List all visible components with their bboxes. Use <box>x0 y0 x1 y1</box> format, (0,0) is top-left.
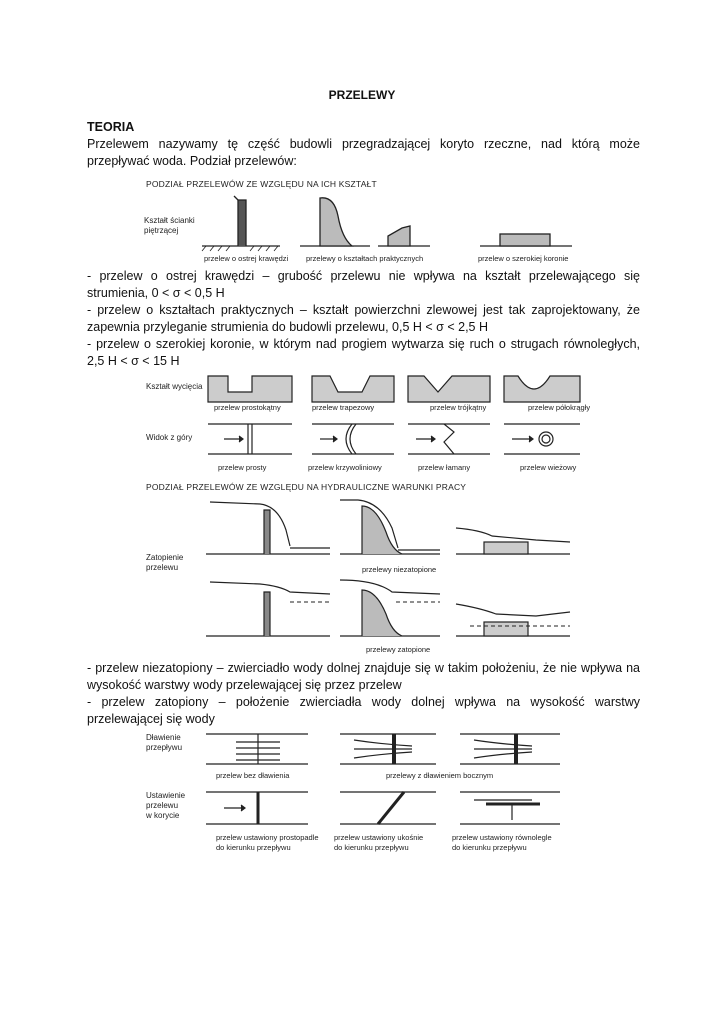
caption: przelew o szerokiej koronie <box>478 254 569 263</box>
caption: przelew ustawiony prostopadle <box>216 833 319 842</box>
row-label: Zatopienie <box>146 553 184 562</box>
caption: przelew ustawiony ukośnie <box>334 833 424 842</box>
figure-header: PODZIAŁ PRZELEWÓW ZE WZGLĘDU NA ICH KSZTAŁT <box>146 179 377 189</box>
row-label: Kształt ścianki <box>144 216 195 225</box>
figure-header: PODZIAŁ PRZELEWÓW ZE WZGLĘDU NA HYDRAULICZNE WARUNKI PRACY <box>146 482 467 492</box>
caption: przelew krzywoliniowy <box>308 463 382 472</box>
row-label: Kształt wycięcia <box>146 382 203 391</box>
caption: przelewy zatopione <box>366 645 431 654</box>
caption: przelew o ostrej krawędzi <box>204 254 289 263</box>
row-label: przepływu <box>146 743 183 752</box>
caption: do kierunku przepływu <box>334 843 409 852</box>
caption: przelew półokrągły <box>528 403 590 412</box>
figure-hydraulic-conditions <box>140 480 590 656</box>
sharp-crest-paragraph: - przelew o ostrej krawędzi – grubość przelewu nie wpływa na kształt przelewającego się strumienia, 0 < σ < 0,5 H <box>87 269 640 300</box>
caption: przelew ustawiony równolegle <box>452 833 552 842</box>
practical-paragraph: - przelew o kształtach praktycznych – kształt powierzchni zlewowej jest tak zaprojektowany, że zapewnia przyleganie strumienia do budowli przelewu, 0,5 H < σ < 2,5 H <box>87 303 640 334</box>
submerged-paragraph: - przelew zatopiony – położenie zwierciadła wody dolnej wpływa na wysokość warstwy przelewającej się wody <box>87 695 640 726</box>
caption: przelew łamany <box>418 463 471 472</box>
caption: do kierunku przepływu <box>216 843 291 852</box>
free-flow-paragraph: - przelew niezatopiony – zwierciadło wody dolnej znajduje się w takim położeniu, że nie wpływa na wysokość warstwy wody przelewającej się przez przelew <box>87 661 640 692</box>
row-label: Dławienie <box>146 733 181 742</box>
caption: przelew bez dławienia <box>216 771 290 780</box>
row-label: piętrzącej <box>144 226 179 235</box>
caption: przelew prosty <box>218 463 267 472</box>
row-label: Widok z góry <box>146 433 193 442</box>
figure-weir-shapes <box>140 176 590 264</box>
caption: przelew prostokątny <box>214 403 281 412</box>
row-label: przelewu <box>146 801 179 810</box>
caption: przelewy niezatopione <box>362 565 437 574</box>
page-title: PRZELEWY <box>328 88 396 102</box>
row-label: w korycie <box>146 811 180 820</box>
caption: przelewy z dławieniem bocznym <box>386 771 494 780</box>
row-label: przelewu <box>146 563 179 572</box>
caption: do kierunku przepływu <box>452 843 527 852</box>
caption: przelew trójkątny <box>430 403 487 412</box>
figure-notch-and-plan <box>140 372 590 476</box>
caption: przelew wieżowy <box>520 463 577 472</box>
row-label: Ustawienie <box>146 791 186 800</box>
figure-placement <box>140 724 590 864</box>
intro-paragraph: Przelewem nazywamy tę część budowli przegradzającej koryto rzeczne, nad którą może przepływać woda. Podział przelewów: <box>87 137 640 168</box>
section-heading: TEORIA <box>87 120 135 134</box>
caption: przelewy o kształtach praktycznych <box>306 254 424 263</box>
caption: przelew trapezowy <box>312 403 375 412</box>
broad-crest-paragraph: - przelew o szerokiej koronie, w którym nad progiem wytwarza się ruch o strugach równoległych, 2,5 H < σ < 15 H <box>87 337 640 368</box>
